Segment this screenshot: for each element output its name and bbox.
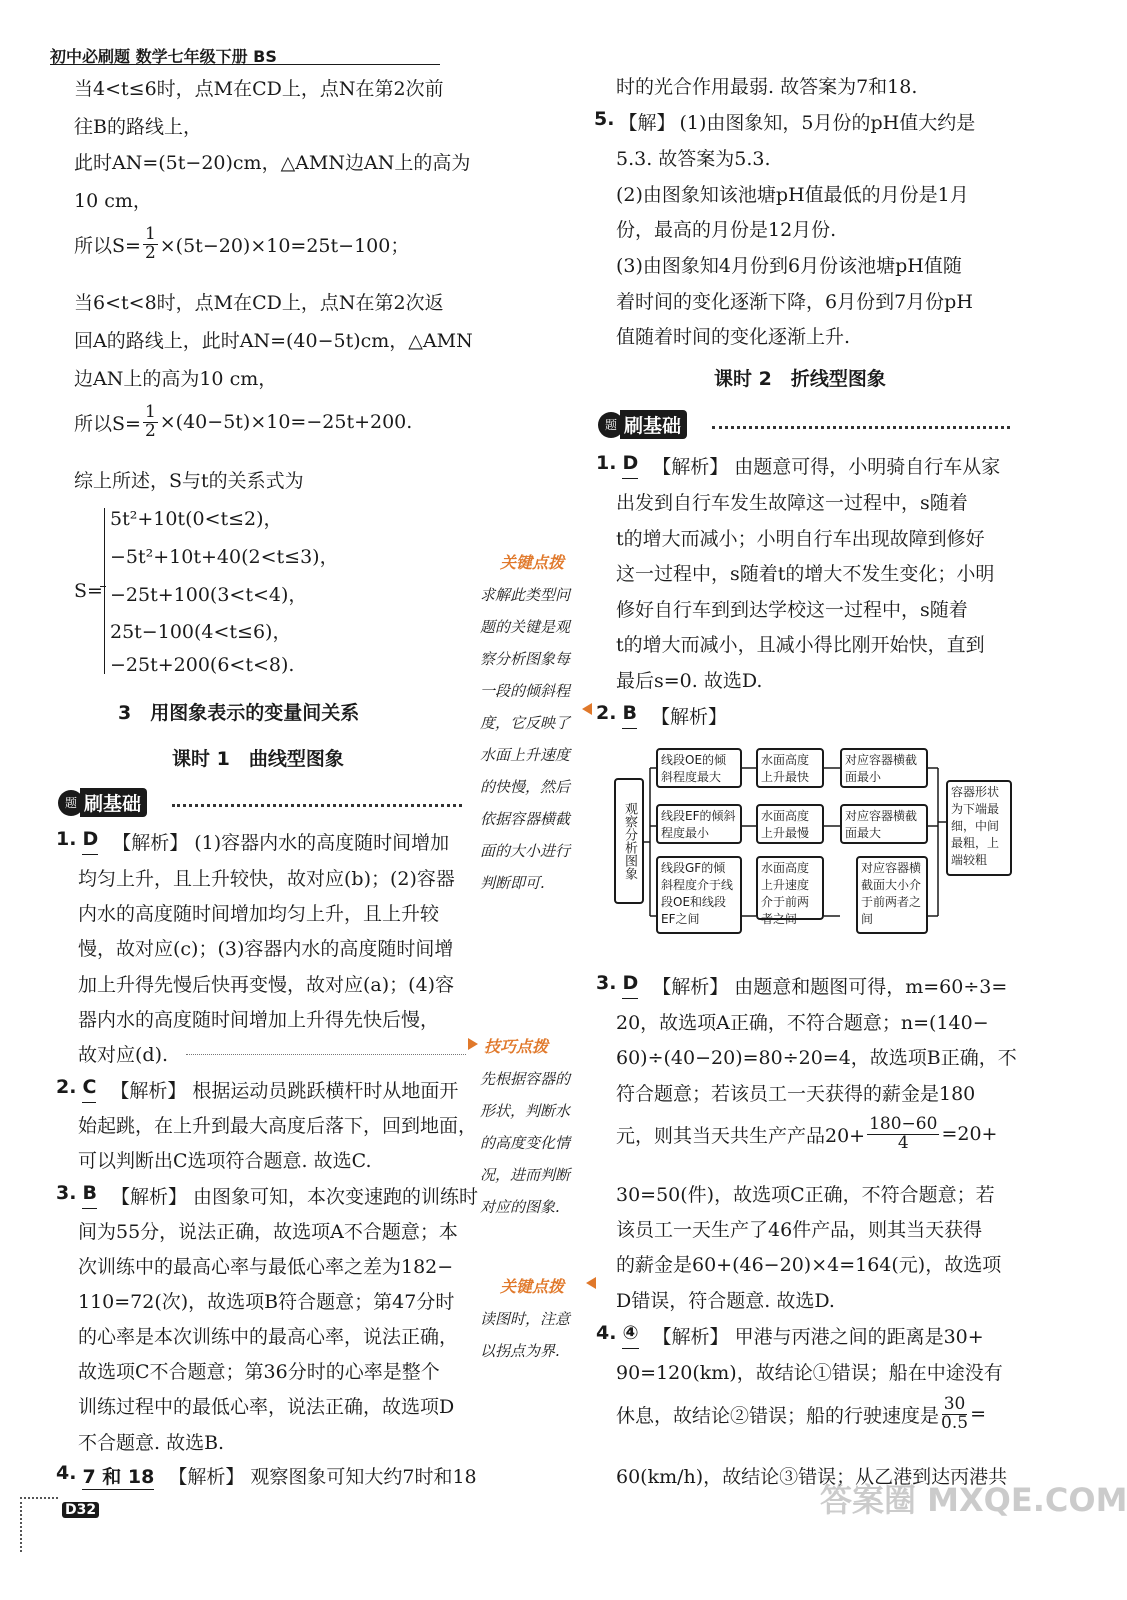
answer: ④ xyxy=(622,1322,638,1349)
text-line: 出发到自行车发生故障这一过程中，s随着 xyxy=(616,492,968,514)
text-line: 20，故选项A正确，不符合题意；n=(140− xyxy=(616,1012,989,1034)
question-head: 1. D 【解析】 (1)容器内水的高度随时间增加 xyxy=(56,828,450,854)
pen-icon: 题 xyxy=(58,790,84,816)
note-line: 的高度变化情 xyxy=(480,1134,571,1152)
piecewise-case: −5t²+10t+40(2<t≤3)， xyxy=(110,546,339,568)
text-line: 修好自行车到到达学校这一过程中，s随着 xyxy=(616,599,968,621)
text-line: 不合题意. 故选B. xyxy=(78,1432,225,1454)
section-title: 3 用图象表示的变量间关系 xyxy=(118,702,360,724)
note-title: 关键点拨 xyxy=(500,1277,565,1296)
text-line: 器内水的高度随时间增加上升得先快后慢， xyxy=(78,1009,440,1031)
page-corner xyxy=(24,1497,58,1499)
text-line: 故选项C不合题意；第36分时的心率是整个 xyxy=(78,1361,440,1383)
watermark-logo: 答案圈 MXQE.COM xyxy=(820,1481,1127,1519)
formula-line: 所以S= $\frac{1}{2}$ ×(40−5t)×10=−25t+200. xyxy=(74,402,413,441)
answer: D xyxy=(622,452,638,479)
question-head: 3. D 【解析】 由题意和题图可得，m=60÷3= xyxy=(596,972,1008,998)
arrow-right-icon xyxy=(468,1038,478,1050)
text-line: 时的光合作用最弱. 故答案为7和18. xyxy=(616,76,918,98)
text-line: 60(km/h)，故结论③错误；从乙港到达丙港共 xyxy=(616,1466,1008,1488)
answer: D xyxy=(82,828,98,855)
header-rule xyxy=(50,64,440,65)
fraction: $\frac{1}{2}$ xyxy=(144,224,156,263)
piecewise-s: S= xyxy=(74,580,103,602)
answer: C xyxy=(82,1076,96,1103)
text-line: 5.3. 故答案为5.3. xyxy=(616,148,771,170)
formula-line: 休息，故结论②错误；船的行驶速度是 $\frac{30}{0.5}$ = xyxy=(616,1394,986,1433)
badge-basic: 题 刷基础 xyxy=(598,410,687,439)
question-head: 4. 7 和 18 【解析】 观察图象可知大约7时和18 xyxy=(56,1462,477,1488)
note-line: 的快慢，然后 xyxy=(480,778,571,796)
text-line: 始起跳，在上升到最大高度后落下，回到地面， xyxy=(78,1115,478,1137)
text-line: 回A的路线上，此时AN=(40−5t)cm，△AMN xyxy=(74,330,473,352)
diagram-box: 对应容器横截面最大 xyxy=(840,804,928,844)
lesson-title: 课时 2 折线型图象 xyxy=(714,368,886,390)
text-line: 往B的路线上， xyxy=(74,116,202,138)
diagram-box: 对应容器横截面大小介于前两者之间 xyxy=(856,856,928,934)
text-line: 60)÷(40−20)=80÷20=4，故选项B正确，不 xyxy=(616,1047,1017,1069)
text-line: 90=120(km)，故结论①错误；船在中途没有 xyxy=(616,1362,1003,1384)
note-line: 依据容器横截 xyxy=(480,810,571,828)
diagram-box: 线段GF的倾斜程度介于线段OE和线段EF之间 xyxy=(656,856,742,934)
page-number: D32 xyxy=(62,1502,99,1518)
question-head: 1. D 【解析】 由题意可得，小明骑自行车从家 xyxy=(596,452,1001,478)
lesson-title: 课时 1 曲线型图象 xyxy=(172,748,344,770)
answer: 7 和 18 xyxy=(82,1462,154,1490)
text-line: 均匀上升，且上升较快，故对应(b)；(2)容器 xyxy=(78,868,455,890)
formula-line: 所以S= $\frac{1}{2}$ ×(5t−20)×10=25t−100； xyxy=(74,224,410,263)
answer: B xyxy=(622,702,636,729)
text-line: 这一过程中，s随着t的增大不发生变化；小明 xyxy=(616,563,995,585)
note-line: 水面上升速度 xyxy=(480,746,571,764)
text-line: 的薪金是60+(46−20)×4=164(元)，故选项 xyxy=(616,1254,1002,1276)
note-title: 技巧点拨 xyxy=(484,1037,549,1056)
note-line: 读图时，注意 xyxy=(480,1310,571,1328)
piecewise-case: 25t−100(4<t≤6)， xyxy=(110,621,292,643)
text-line: 该员工一天生产了46件产品，则其当天获得 xyxy=(616,1219,983,1241)
brace xyxy=(104,508,105,674)
diagram-box-result: 容器形状为下端最细，中间最粗，上端较粗 xyxy=(946,780,1012,876)
text-line: 值随着时间的变化逐渐上升. xyxy=(616,326,851,348)
dotted-rule xyxy=(172,804,462,807)
header-title: 初中必刷题 数学七年级下册 BS xyxy=(50,47,277,66)
text-line: (2)由图象知该池塘pH值最低的月份是1月 xyxy=(616,184,969,206)
note-line: 以拐点为界. xyxy=(480,1342,560,1360)
note-line: 求解此类型问 xyxy=(480,586,571,604)
diagram-box: 水面高度上升最慢 xyxy=(756,804,824,844)
text-line: 加上升得先慢后快再变慢，故对应(a)；(4)容 xyxy=(78,974,455,996)
text-line: 最后s=0. 故选D. xyxy=(616,670,763,692)
text-line: 当6<t<8时，点M在CD上，点N在第2次返 xyxy=(74,292,444,314)
note-line: 题的关键是观 xyxy=(480,618,571,636)
question-head: 5. 【解】 (1)由图象知，5月份的pH值大约是 xyxy=(594,108,976,134)
note-line: 一段的倾斜程 xyxy=(480,682,571,700)
note-line: 判断即可. xyxy=(480,874,545,892)
pen-icon: 题 xyxy=(598,412,624,438)
text-line: 符合题意；若该员工一天获得的薪金是180 xyxy=(616,1083,976,1105)
diagram-box: 水面高度上升最快 xyxy=(756,748,824,788)
text-line: 训练过程中的最低心率，说法正确，故选项D xyxy=(78,1396,455,1418)
text-line: 慢，故对应(c)；(3)容器内水的高度随时间增 xyxy=(78,938,454,960)
note-line: 察分析图象每 xyxy=(480,650,571,668)
piecewise-case: −25t+200(6<t<8). xyxy=(110,654,295,676)
dotted-rule xyxy=(712,426,1010,429)
text-line: D错误，符合题意. 故选D. xyxy=(616,1290,835,1312)
diagram-box-observe: 观察分析图象 xyxy=(614,778,644,904)
piecewise-case: −25t+100(3<t<4)， xyxy=(110,584,308,606)
note-line: 先根据容器的 xyxy=(480,1070,571,1088)
note-line: 况，进而判断 xyxy=(480,1166,571,1184)
arrow-left-icon xyxy=(586,1277,596,1289)
question-head: 4. ④ 【解析】 甲港与丙港之间的距离是30+ xyxy=(596,1322,984,1348)
diagram-box: 线段OE的倾斜程度最大 xyxy=(656,748,742,788)
badge-basic: 题 刷基础 xyxy=(58,788,147,817)
text-line: 边AN上的高为10 cm， xyxy=(74,368,278,390)
text-line: (3)由图象知4月份到6月份该池塘pH值随 xyxy=(616,255,962,277)
text-line: 综上所述，S与t的关系式为 xyxy=(74,470,304,492)
arrow-left-icon xyxy=(582,703,592,715)
note-line: 面的大小进行 xyxy=(480,842,571,860)
answer: D xyxy=(622,972,638,999)
text-line: t的增大而减小，且减小得比刚开始快，直到 xyxy=(616,634,985,656)
text-line: 的心率是本次训练中的最高心率，说法正确， xyxy=(78,1326,459,1348)
fraction: $\frac{30}{0.5}$ xyxy=(941,1394,969,1433)
text-line: 次训练中的最高心率与最低心率之差为182− xyxy=(78,1256,454,1278)
text-line: 份，最高的月份是12月份. xyxy=(616,219,837,241)
text-line: 110=72(次)，故选项B符合题意；第47分时 xyxy=(78,1291,455,1313)
text-line: 可以判断出C选项符合题意. 故选C. xyxy=(78,1150,372,1172)
fraction: $\frac{180-60}{4}$ xyxy=(869,1114,938,1153)
text-line: t的增大而减小；小明自行车出现故障到修好 xyxy=(616,528,985,550)
text-line: 当4<t≤6时，点M在CD上，点N在第2次前 xyxy=(74,78,444,100)
text-line: 着时间的变化逐渐下降，6月份到7月份pH xyxy=(616,291,973,313)
question-head: 2. C 【解析】 根据运动员跳跃横杆时从地面开 xyxy=(56,1076,459,1102)
diagram-box: 水面高度上升速度介于前两者之间 xyxy=(756,856,824,920)
note-line: 形状，判断水 xyxy=(480,1102,571,1120)
text-line: 此时AN=(5t−20)cm，△AMN边AN上的高为 xyxy=(74,152,471,174)
text-line: 30=50(件)，故选项C正确，不符合题意；若 xyxy=(616,1184,995,1206)
question-head: 3. B 【解析】 由图象可知，本次变速跑的训练时 xyxy=(56,1182,478,1208)
answer: B xyxy=(82,1182,96,1209)
text-line: 内水的高度随时间增加均匀上升，且上升较 xyxy=(78,903,440,925)
note-line: 度，它反映了 xyxy=(480,714,571,732)
note-line: 对应的图象. xyxy=(480,1198,560,1216)
note-title: 关键点拨 xyxy=(500,553,565,572)
diagram-box: 线段EF的倾斜程度最小 xyxy=(656,804,742,844)
text-line: 故对应(d). xyxy=(78,1044,169,1066)
pointer-line xyxy=(186,1054,466,1055)
formula-line: 元，则其当天共生产产品20+ $\frac{180-60}{4}$ =20+ xyxy=(616,1114,998,1153)
text-line: 10 cm， xyxy=(74,190,152,212)
brace-tip xyxy=(100,586,106,587)
text-line: 间为55分，说法正确，故选项A不合题意；本 xyxy=(78,1221,458,1243)
diagram-box: 对应容器横截面最小 xyxy=(840,748,928,788)
piecewise-case: 5t²+10t(0<t≤2)， xyxy=(110,508,283,530)
fraction: $\frac{1}{2}$ xyxy=(144,402,156,441)
page-corner xyxy=(20,1497,22,1552)
question-head: 2. B 【解析】 xyxy=(596,702,727,728)
